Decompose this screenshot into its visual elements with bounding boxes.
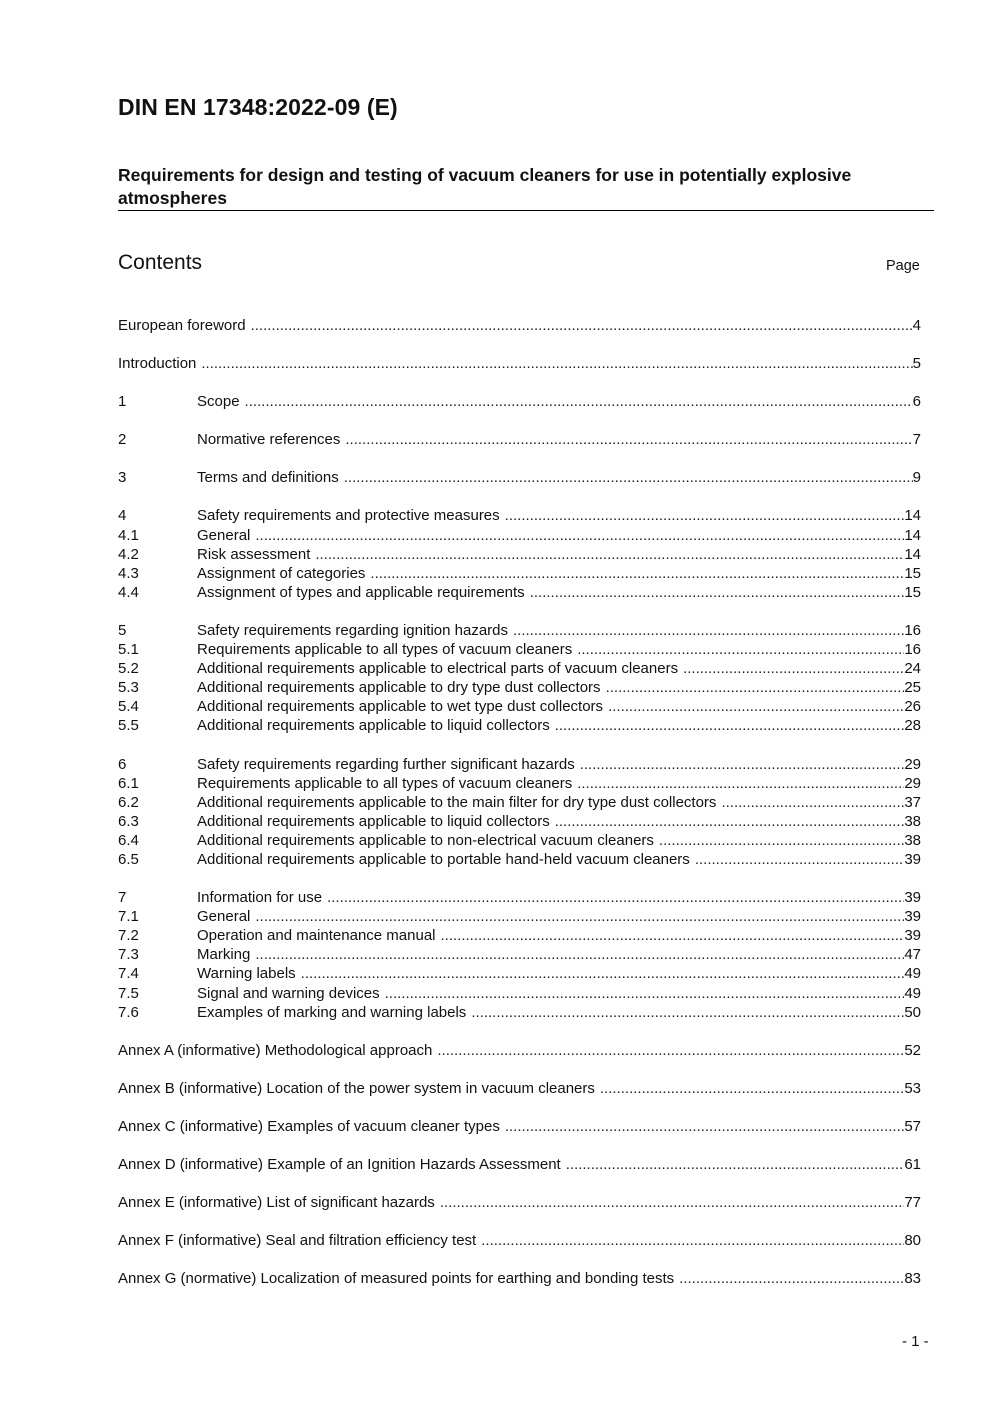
toc-entry-page: 37 — [904, 793, 921, 811]
toc-entry-number: 6.2 — [118, 793, 139, 811]
toc-entry-page: 39 — [904, 889, 921, 907]
toc-entry-title: Examples of marking and warning labels — [197, 1003, 467, 1021]
toc-entry-page: 38 — [904, 812, 921, 830]
toc-group — [118, 430, 921, 449]
toc-entry-page: 24 — [904, 660, 921, 678]
document-subtitle: Requirements for design and testing of vacuum cleaners for use in potentially explosive atmospheres — [118, 165, 852, 208]
toc-dot-leader — [441, 926, 905, 945]
toc-entry-number: 6.4 — [118, 831, 139, 849]
toc-entry-page: 29 — [904, 755, 921, 773]
toc-entry-title: Assignment of categories — [197, 564, 366, 582]
toc-group — [118, 1231, 921, 1250]
toc-dot-leader — [505, 506, 905, 525]
toc-entry-page: 14 — [904, 545, 921, 563]
toc-entry[interactable] — [118, 831, 921, 850]
toc-entry[interactable] — [118, 392, 921, 411]
toc-entry-title: Additional requirements applicable to dry type dust collectors — [197, 679, 601, 697]
toc-dot-leader — [201, 354, 912, 373]
toc-entry-title: Terms and definitions — [197, 469, 339, 487]
toc-entry-title: Requirements applicable to all types of vacuum cleaners — [197, 774, 573, 792]
table-of-contents — [118, 316, 921, 1307]
toc-entry-page: 9 — [912, 469, 921, 487]
toc-entry-page: 83 — [904, 1270, 921, 1288]
toc-entry[interactable] — [118, 774, 921, 793]
toc-entry-page: 38 — [904, 831, 921, 849]
toc-entry[interactable] — [118, 697, 921, 716]
toc-group — [118, 1041, 921, 1060]
toc-entry[interactable] — [118, 678, 921, 697]
page-number-footer: - 1 - — [902, 1333, 929, 1350]
toc-entry-page: 50 — [904, 1003, 921, 1021]
toc-entry-title: Introduction — [118, 355, 197, 373]
toc-entry[interactable] — [118, 545, 921, 564]
toc-group — [118, 755, 921, 870]
toc-entry-title: Annex B (informative) Location of the power system in vacuum cleaners — [118, 1079, 595, 1097]
toc-entry[interactable] — [118, 1155, 921, 1174]
toc-entry-number: 5.5 — [118, 717, 139, 735]
toc-entry-number: 4.1 — [118, 526, 139, 544]
toc-dot-leader — [344, 468, 913, 487]
toc-entry[interactable] — [118, 1193, 921, 1212]
toc-entry-title: Normative references — [197, 431, 341, 449]
toc-entry[interactable] — [118, 945, 921, 964]
toc-group — [118, 354, 921, 373]
toc-entry-title: Assignment of types and applicable requirements — [197, 583, 525, 601]
toc-entry[interactable] — [118, 526, 921, 545]
toc-entry-number: 6.5 — [118, 850, 139, 868]
toc-entry-page: 7 — [912, 431, 921, 449]
toc-entry-number: 2 — [118, 431, 127, 449]
toc-entry-number: 4 — [118, 507, 127, 525]
toc-entry-page: 25 — [904, 679, 921, 697]
toc-entry-title: General — [197, 526, 251, 544]
toc-entry[interactable] — [118, 583, 921, 602]
toc-dot-leader — [608, 697, 904, 716]
toc-entry-title: Annex A (informative) Methodological approach — [118, 1041, 433, 1059]
toc-entry-page: 53 — [904, 1079, 921, 1097]
toc-entry[interactable] — [118, 1117, 921, 1136]
toc-entry[interactable] — [118, 888, 921, 907]
toc-entry-page: 15 — [904, 564, 921, 582]
toc-entry-number: 4.4 — [118, 583, 139, 601]
toc-entry-title: Scope — [197, 393, 240, 411]
toc-group — [118, 888, 921, 1022]
toc-entry-title: Annex G (normative) Localization of measured points for earthing and bonding tests — [118, 1270, 675, 1288]
toc-entry[interactable] — [118, 564, 921, 583]
toc-entry-page: 6 — [912, 393, 921, 411]
toc-entry-number: 7.1 — [118, 908, 139, 926]
toc-entry-title: Additional requirements applicable to liquid collectors — [197, 812, 550, 830]
title-divider — [118, 210, 934, 211]
toc-entry-page: 4 — [912, 317, 921, 334]
toc-entry-title: Marking — [197, 946, 251, 964]
toc-entry-page: 28 — [904, 717, 921, 735]
toc-entry-title: Additional requirements applicable to the main filter for dry type dust collectors — [197, 793, 717, 811]
toc-entry-title: Additional requirements applicable to electrical parts of vacuum cleaners — [197, 660, 679, 678]
toc-entry-page: 16 — [904, 641, 921, 659]
toc-entry-page: 39 — [904, 850, 921, 868]
toc-entry[interactable] — [118, 907, 921, 926]
toc-entry-number: 6.1 — [118, 774, 139, 792]
toc-entry-number: 4.2 — [118, 545, 139, 563]
toc-entry-title: General — [197, 908, 251, 926]
toc-entry[interactable] — [118, 716, 921, 735]
toc-dot-leader — [566, 1155, 905, 1174]
toc-entry[interactable] — [118, 755, 921, 774]
toc-dot-leader — [683, 659, 904, 678]
toc-dot-leader — [301, 964, 905, 983]
toc-entry-title: Annex E (informative) List of significant hazards — [118, 1194, 435, 1212]
toc-entry[interactable] — [118, 316, 921, 335]
toc-entry-page: 52 — [904, 1041, 921, 1059]
toc-dot-leader — [437, 1041, 904, 1060]
toc-entry[interactable] — [118, 621, 921, 640]
toc-entry-title: Additional requirements applicable to wet type dust collectors — [197, 698, 604, 716]
toc-dot-leader — [481, 1231, 904, 1250]
toc-entry[interactable] — [118, 964, 921, 983]
toc-entry-title: Additional requirements applicable to portable hand-held vacuum cleaners — [197, 850, 690, 868]
toc-dot-leader — [245, 392, 913, 411]
toc-dot-leader — [255, 526, 904, 545]
toc-dot-leader — [385, 984, 905, 1003]
toc-dot-leader — [370, 564, 904, 583]
toc-entry-page: 29 — [904, 774, 921, 792]
toc-entry-page: 57 — [904, 1117, 921, 1135]
toc-group — [118, 1193, 921, 1212]
toc-dot-leader — [255, 907, 904, 926]
toc-entry-number: 5.3 — [118, 679, 139, 697]
toc-dot-leader — [659, 831, 904, 850]
toc-entry-page: 14 — [904, 507, 921, 525]
toc-entry[interactable] — [118, 1231, 921, 1250]
toc-entry[interactable] — [118, 984, 921, 1003]
toc-entry-number: 7 — [118, 889, 127, 907]
toc-group — [118, 506, 921, 601]
toc-entry-number: 4.3 — [118, 564, 139, 582]
toc-group — [118, 621, 921, 736]
toc-dot-leader — [600, 1079, 904, 1098]
toc-group — [118, 1117, 921, 1136]
toc-dot-leader — [505, 1117, 904, 1136]
toc-entry-number: 1 — [118, 393, 127, 411]
toc-entry-title: Annex F (informative) Seal and filtration efficiency test — [118, 1232, 477, 1250]
toc-entry-title: Annex C (informative) Examples of vacuum cleaner types — [118, 1117, 500, 1135]
toc-entry-page: 26 — [904, 698, 921, 716]
toc-entry-number: 5 — [118, 621, 127, 639]
toc-entry-title: Signal and warning devices — [197, 984, 380, 1002]
toc-dot-leader — [327, 888, 904, 907]
toc-entry-page: 39 — [904, 908, 921, 926]
toc-entry-title: Information for use — [197, 889, 323, 907]
toc-entry[interactable] — [118, 1003, 921, 1022]
toc-group — [118, 1269, 921, 1288]
toc-entry-title: Risk assessment — [197, 545, 311, 563]
toc-entry[interactable] — [118, 468, 921, 487]
toc-entry[interactable] — [118, 793, 921, 812]
toc-group — [118, 392, 921, 411]
toc-entry-title: European foreword — [118, 317, 246, 334]
toc-dot-leader — [580, 755, 905, 774]
toc-entry-page: 14 — [904, 526, 921, 544]
toc-dot-leader — [555, 716, 905, 735]
toc-dot-leader — [695, 850, 905, 869]
toc-dot-leader — [721, 793, 904, 812]
toc-entry-title: Annex D (informative) Example of an Ignition Hazards Assessment — [118, 1156, 561, 1173]
toc-entry-page: 39 — [904, 927, 921, 945]
toc-entry-number: 5.4 — [118, 698, 139, 716]
toc-entry-number: 3 — [118, 469, 127, 487]
toc-group — [118, 468, 921, 487]
toc-entry[interactable] — [118, 640, 921, 659]
toc-dot-leader — [345, 430, 912, 449]
contents-heading: Contents — [118, 251, 203, 274]
toc-entry[interactable] — [118, 1269, 921, 1288]
toc-entry[interactable] — [118, 354, 921, 373]
toc-entry-title: Safety requirements regarding ignition hazards — [197, 621, 509, 639]
toc-entry-number: 5.2 — [118, 660, 139, 678]
toc-entry-number: 6 — [118, 755, 127, 773]
toc-dot-leader — [555, 812, 905, 831]
toc-dot-leader — [255, 945, 904, 964]
toc-entry[interactable] — [118, 1079, 921, 1098]
toc-dot-leader — [606, 678, 905, 697]
toc-entry-page: 16 — [904, 621, 921, 639]
toc-entry-number: 7.6 — [118, 1003, 139, 1021]
toc-dot-leader — [530, 583, 905, 602]
toc-entry-title: Additional requirements applicable to non-electrical vacuum cleaners — [197, 831, 654, 849]
toc-group — [118, 1079, 921, 1098]
toc-entry-number: 7.2 — [118, 927, 139, 945]
document-title: DIN EN 17348:2022-09 (E) — [118, 94, 398, 120]
toc-entry[interactable] — [118, 812, 921, 831]
page-column-label: Page — [886, 258, 920, 274]
toc-entry-page: 15 — [904, 583, 921, 601]
toc-dot-leader — [315, 545, 904, 564]
toc-entry[interactable] — [118, 430, 921, 449]
toc-entry-number: 7.4 — [118, 965, 139, 983]
toc-dot-leader — [577, 640, 904, 659]
toc-entry-title: Safety requirements regarding further significant hazards — [197, 755, 575, 773]
toc-entry-title: Requirements applicable to all types of vacuum cleaners — [197, 641, 573, 659]
toc-entry-number: 6.3 — [118, 812, 139, 830]
toc-entry-title: Operation and maintenance manual — [197, 927, 436, 945]
toc-dot-leader — [577, 774, 904, 793]
toc-dot-leader — [471, 1003, 904, 1022]
toc-entry-page: 5 — [912, 355, 921, 373]
toc-entry-title: Additional requirements applicable to liquid collectors — [197, 717, 550, 735]
toc-entry-number: 7.5 — [118, 984, 139, 1002]
toc-dot-leader — [440, 1193, 905, 1212]
toc-entry-number: 5.1 — [118, 641, 139, 659]
toc-dot-leader — [513, 621, 904, 640]
toc-entry-page: 49 — [904, 965, 921, 983]
toc-dot-leader — [251, 316, 913, 335]
toc-entry[interactable] — [118, 659, 921, 678]
toc-entry-page: 47 — [904, 946, 921, 964]
toc-entry[interactable] — [118, 926, 921, 945]
toc-entry-page: 77 — [904, 1194, 921, 1212]
toc-entry-page: 80 — [904, 1232, 921, 1250]
toc-entry[interactable] — [118, 850, 921, 869]
toc-entry[interactable] — [118, 506, 921, 525]
toc-entry-page: 49 — [904, 984, 921, 1002]
toc-group — [118, 316, 921, 335]
toc-entry-number: 7.3 — [118, 946, 139, 964]
toc-entry-title: Warning labels — [197, 965, 296, 983]
toc-entry-title: Safety requirements and protective measures — [197, 507, 500, 525]
toc-dot-leader — [679, 1269, 904, 1288]
toc-entry-page: 61 — [904, 1156, 921, 1173]
toc-group — [118, 1155, 921, 1174]
toc-entry[interactable] — [118, 1041, 921, 1060]
